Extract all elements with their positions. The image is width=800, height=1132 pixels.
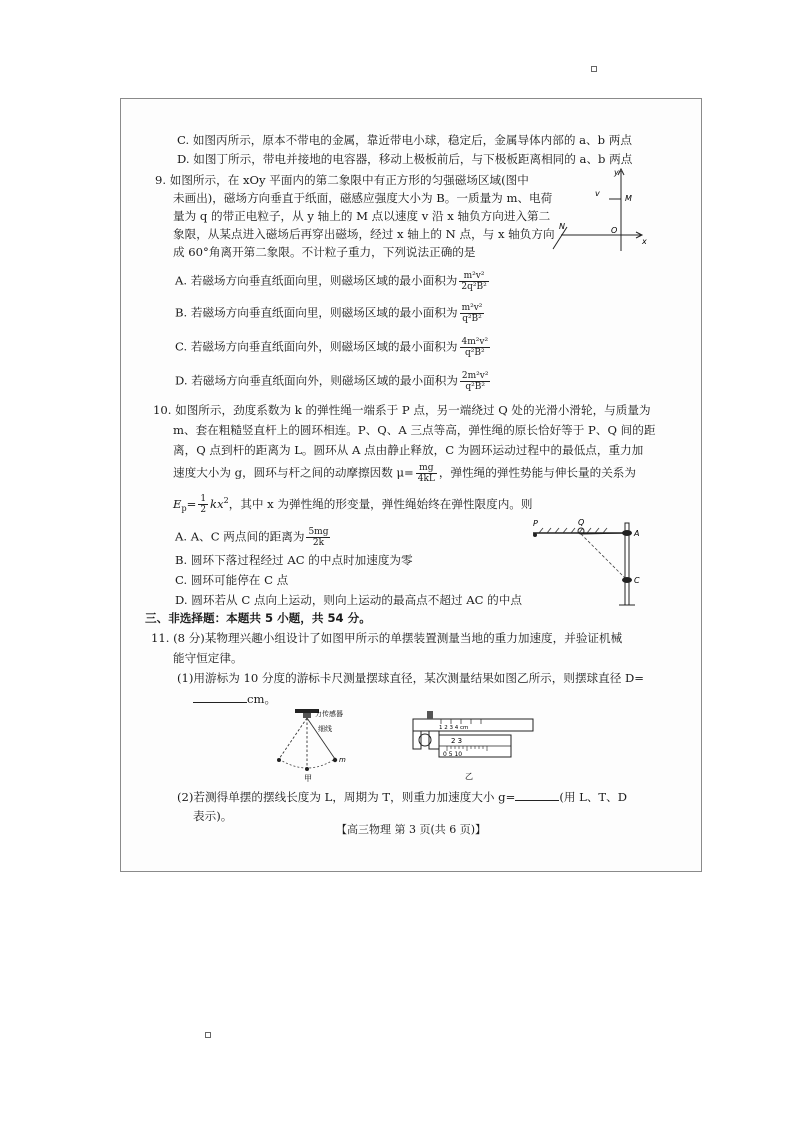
q11-part2: (2)若测得单摆的摆线长度为 L，周期为 T，则重力加速度大小 g= (用 L、T、D xyxy=(177,790,628,804)
q10-label-P: P xyxy=(533,519,538,528)
figure-yi xyxy=(407,707,537,783)
q10-label-A: A xyxy=(634,529,640,538)
q9-stem-line: 未画出)，磁场方向垂直于纸面，磁感应强度大小为 B。一质量为 m、电荷 xyxy=(173,191,553,205)
q8-option-d: D. 如图丁所示，带电并接地的电容器，移动上极板前后，与下极板距离相同的 a、b 两点 xyxy=(177,152,633,166)
q10-stem-line: 速度大小为 g，圆环与杆之间的动摩擦因数 μ= $\frac{mg}{4kL}$ ，弹性绳的弹性势能与伸长量的关系为 xyxy=(173,463,636,484)
answer-blank-g[interactable] xyxy=(515,789,559,801)
exam-page xyxy=(120,98,702,872)
q9-option-d: D. 若磁场方向垂直纸面向外，则磁场区域的最小面积为 $\frac{\text{2m²v²}}{\text{q²B²}}$ xyxy=(175,371,489,392)
q10-figure xyxy=(531,517,651,613)
q10-stem-line: 离，Q 点到杆的距离为 L。圆环从 A 点由静止释放，C 为圆环运动过程中的最低点，重力加 xyxy=(173,443,644,457)
q10-option-d: D. 圆环若从 C 点向上运动，则向上运动的最高点不超过 AC 的中点 xyxy=(175,593,522,607)
corner-mark-top xyxy=(591,66,597,72)
q9-label-M: M xyxy=(625,194,632,203)
q9-label-O: O xyxy=(611,226,618,235)
q11-stem-line: 11. (8 分)某物理兴趣小组设计了如图甲所示的单摆装置测量当地的重力加速度，并验证机械 xyxy=(151,631,623,645)
q9-option-a: A. 若磁场方向垂直纸面向里，则磁场区域的最小面积为 $\frac{\text{m²v²}}{\text{2q²B²}}$ xyxy=(175,271,487,292)
label-mass: m xyxy=(339,756,346,764)
vernier-scale-labels: 0 5 10 xyxy=(443,751,463,758)
q11-part2-cont: 表示)。 xyxy=(193,809,233,823)
q11-stem-line: 能守恒定律。 xyxy=(173,651,243,665)
q10-label-Q: Q xyxy=(578,518,585,527)
q10-option-a: A. A、C 两点间的距离为 $\frac{5mg}{2k}$ xyxy=(175,527,329,548)
figure-jia xyxy=(271,705,381,783)
label-thread: 细线 xyxy=(318,725,332,733)
q11-part1-answer: cm。 xyxy=(193,691,276,707)
q9-figure xyxy=(551,165,647,253)
q9-stem-line: 量为 q 的带正电粒子，从 y 轴上的 M 点以速度 v 沿 x 轴负方向进入第二 xyxy=(173,209,551,223)
label-force-sensor: 力传感器 xyxy=(315,710,343,718)
q9-stem-line: 象限，从某点进入磁场后再穿出磁场，经过 x 轴上的 N 点，与 x 轴负方向 xyxy=(173,227,555,241)
q10-stem-line: m、套在粗糙竖直杆上的圆环相连。P、Q、A 三点等高，弹性绳的原长恰好等于 P、Q 间的距 xyxy=(173,423,656,437)
mid-scale-labels: 2 3 xyxy=(451,737,463,745)
q9-stem-line: 成 60°角离开第二象限。不计粒子重力，下列说法正确的是 xyxy=(173,245,476,259)
q10-label-C: C xyxy=(634,576,640,585)
q9-option-b: B. 若磁场方向垂直纸面向里，则磁场区域的最小面积为 $\frac{\text{m²v²}}{\text{q²B²}}$ xyxy=(175,303,483,324)
q9-label-x: x xyxy=(642,237,647,246)
answer-blank-D[interactable] xyxy=(193,691,247,703)
q10-stem-line: 10. 如图所示，劲度系数为 k 的弹性绳一端系于 P 点，另一端绕过 Q 处的光滑小滑轮，与质量为 xyxy=(153,403,651,417)
q9-label-N: N xyxy=(559,222,565,231)
section-title: 三、非选择题：本题共 5 小题，共 54 分。 xyxy=(145,611,371,625)
q9-stem-line: 9. 如图所示，在 xOy 平面内的第二象限中有正方形的匀强磁场区域(图中 xyxy=(155,173,529,187)
main-scale-labels: 1 2 3 4 cm xyxy=(439,725,469,731)
caption-yi: 乙 xyxy=(465,772,473,781)
q9-label-y: y xyxy=(614,168,619,177)
q10-option-b: B. 圆环下落过程经过 AC 的中点时加速度为零 xyxy=(175,553,413,567)
q10-option-c: C. 圆环可能停在 C 点 xyxy=(175,573,289,587)
q9-label-v: v xyxy=(595,189,600,198)
q8-option-c: C. 如图丙所示，原本不带电的金属，靠近带电小球，稳定后，金属导体内部的 a、b 两点 xyxy=(177,133,632,147)
q11-part1: (1)用游标为 10 分度的游标卡尺测量摆球直径，某次测量结果如图乙所示，则摆球直径 D= xyxy=(177,671,645,685)
caption-jia: 甲 xyxy=(304,774,312,783)
corner-mark-bottom xyxy=(205,1032,211,1038)
q9-option-c: C. 若磁场方向垂直纸面向外，则磁场区域的最小面积为 $\frac{\text{4m²v²}}{\text{q²B²}}$ xyxy=(175,337,489,358)
q10-stem-line: $E_p=$ $\frac{1}{2}$ $kx^2$，其中 x 为弹性绳的形变量，弹性绳始终在弹性限度内。则 xyxy=(173,494,533,516)
page-footer: 【高三物理 第 3 页(共 6 页)】 xyxy=(335,823,487,836)
